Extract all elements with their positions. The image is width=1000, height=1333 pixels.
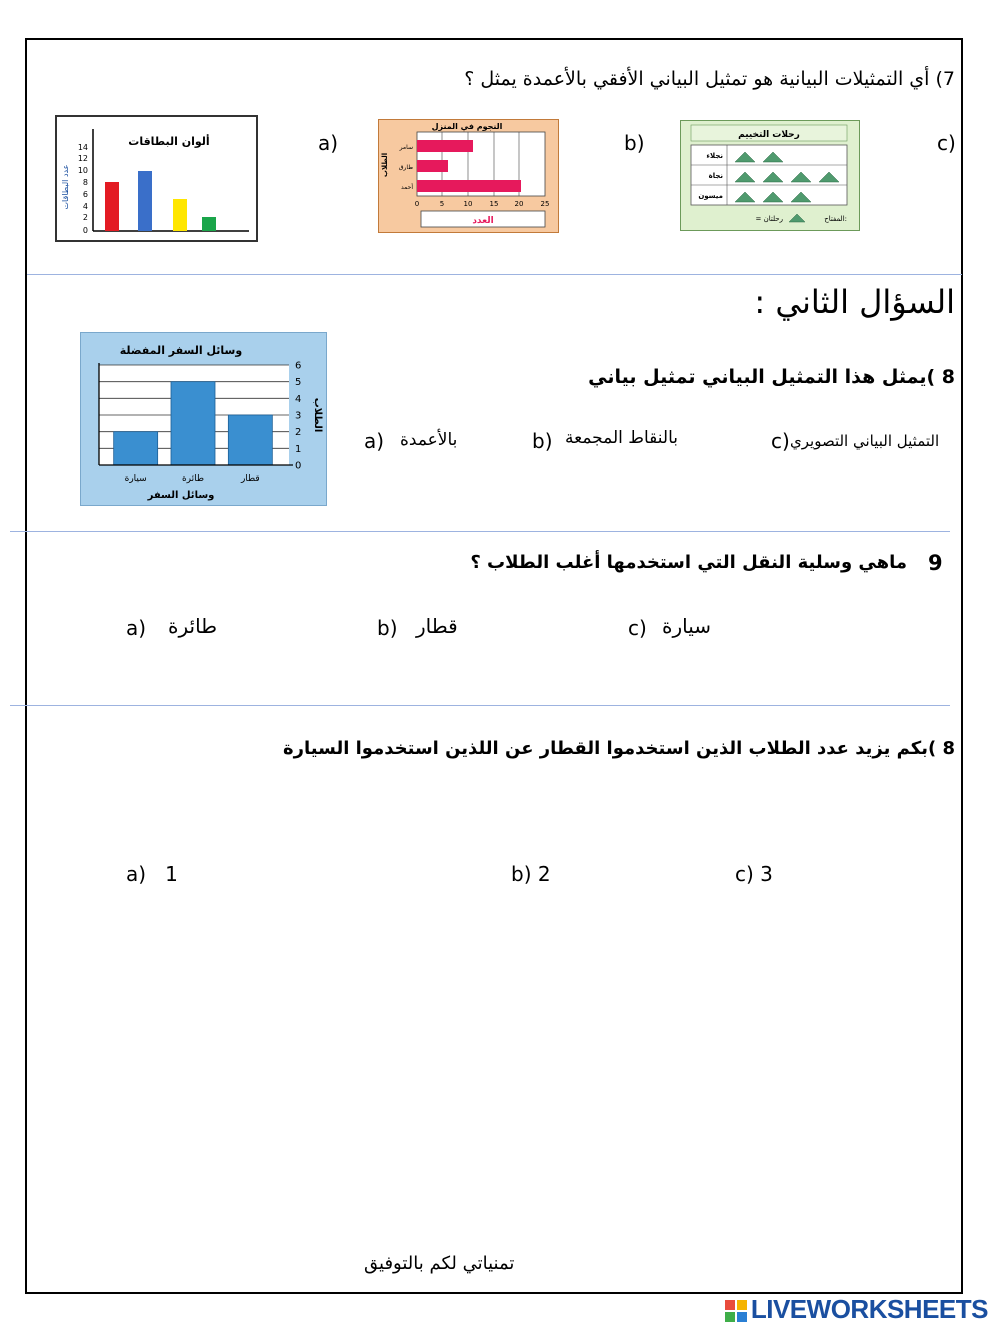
q9-option-a-label[interactable]: a): [126, 616, 147, 640]
q8-bar-chart-svg: [81, 333, 326, 505]
svg-text:6: 6: [82, 190, 88, 199]
chart-ylabel: الطلاب: [312, 397, 323, 433]
chart-category-label: طائرة: [181, 474, 205, 484]
svg-text:20: 20: [514, 200, 524, 208]
chart-y-tick-label: 0: [295, 460, 302, 472]
q9-text: ماهي وسلية النقل التي استخدمها أغلب الطلاب ؟: [470, 552, 907, 573]
chart-category-labels: [125, 474, 260, 484]
svg-text:10: 10: [77, 166, 88, 175]
q8-option-a-text[interactable]: بالأعمدة: [400, 430, 458, 450]
chart-y-tick-label: 6: [295, 360, 302, 372]
svg-text:0: 0: [82, 226, 88, 235]
svg-text:10: 10: [463, 200, 473, 208]
svg-text:8: 8: [82, 178, 88, 187]
q7-chart-c-svg: [681, 121, 859, 230]
svg-text:= رحلتان: = رحلتان: [755, 215, 783, 223]
q8-option-b-text[interactable]: بالنقاط المجمعة: [565, 428, 678, 448]
q8-option-a-label[interactable]: a): [364, 429, 385, 453]
chart-category-label: سيارة: [124, 474, 147, 484]
section2-title: السؤال الثاني :: [754, 283, 955, 321]
svg-text:4: 4: [82, 202, 88, 211]
chart-y-tick-label: 1: [295, 443, 302, 455]
divider-2: [10, 531, 950, 532]
chart-y-ticks: [295, 361, 301, 472]
q8-bar-chart: [80, 332, 327, 506]
footer-wish: تمنياتي لكم بالتوفيق: [364, 1253, 515, 1274]
svg-text:ميسون: ميسون: [698, 192, 723, 200]
svg-text:المفتاح:: المفتاح:: [824, 215, 847, 223]
q7-chart-c: [680, 120, 860, 231]
q10-text: 8 )بكم يزيد عدد الطلاب الذين استخدموا القطار عن اللذين استخدموا السيارة: [283, 738, 955, 759]
q7-option-c-label[interactable]: c): [937, 131, 956, 155]
logo-icon: [725, 1300, 747, 1322]
svg-text:الطلاب: الطلاب: [381, 152, 389, 178]
svg-text:نجاة: نجاة: [708, 172, 723, 180]
svg-text:2: 2: [82, 213, 88, 222]
q7-chart-a-ylabel: عدد البطاقات: [61, 164, 70, 210]
chart-category-label: قطار: [240, 474, 260, 484]
liveworksheets-logo: [725, 1294, 988, 1325]
q10-option-a[interactable]: a) 1: [126, 862, 178, 886]
divider-1: [27, 274, 962, 275]
svg-text:25: 25: [540, 200, 550, 208]
q8-text: 8 )يمثل هذا التمثيل البياني تمثيل بياني: [588, 366, 955, 388]
q10-option-b[interactable]: b) 2: [511, 862, 551, 886]
q7-chart-b-svg: [379, 120, 558, 232]
q8-option-c-text[interactable]: التمثيل البياني التصويري: [790, 432, 940, 450]
chart-y-tick-label: 4: [295, 393, 302, 405]
chart-y-tick-label: 3: [295, 410, 302, 422]
q9-option-b-label[interactable]: b): [377, 616, 398, 640]
svg-text:العدد: العدد: [472, 216, 494, 226]
svg-text:نجلاء: نجلاء: [706, 152, 723, 160]
q7-chart-b: [378, 119, 559, 233]
svg-text:طارق: طارق: [398, 164, 413, 171]
chart-y-tick-label: 5: [295, 377, 302, 389]
svg-text:15: 15: [489, 200, 499, 208]
q7-chart-b-title: النجوم في المنزل: [431, 122, 503, 131]
logo-text: LIVEWORKSHEETS: [750, 1294, 988, 1324]
q7-option-b-label[interactable]: b): [624, 131, 645, 155]
q9-option-b-text[interactable]: قطار: [416, 614, 458, 638]
svg-text:0: 0: [414, 200, 420, 208]
q10-option-c[interactable]: c) 3: [735, 862, 773, 886]
svg-text:5: 5: [439, 200, 445, 208]
q7-text: 7) أي التمثيلات البيانية هو تمثيل البياني الأفقي بالأعمدة يمثل ؟: [464, 68, 955, 90]
q7-chart-a: [55, 115, 258, 242]
svg-text:12: 12: [77, 154, 88, 163]
svg-text:أحمد: أحمد: [401, 184, 413, 191]
svg-text:سامر: سامر: [399, 144, 413, 151]
q7-chart-a-title: ألوان البطاقات: [128, 135, 210, 148]
chart-bar: [228, 415, 272, 465]
chart-xlabel: وسائل السفر: [147, 490, 215, 501]
chart-bar: [171, 382, 215, 465]
q9-number: 9: [928, 551, 943, 575]
q7-chart-a-svg: [57, 117, 256, 240]
chart-title: وسائل السفر المفضلة: [119, 344, 243, 357]
q7-chart-c-title: رحلات التخييم: [738, 130, 800, 140]
chart-bar: [114, 432, 158, 465]
q9-option-a-text[interactable]: طائرة: [168, 614, 218, 638]
q8-option-c-label[interactable]: c): [771, 429, 790, 453]
svg-text:14: 14: [77, 143, 88, 152]
q9-option-c-label[interactable]: c): [628, 616, 647, 640]
q7-option-a-label[interactable]: a): [318, 131, 339, 155]
chart-y-tick-label: 2: [295, 427, 302, 439]
divider-3: [10, 705, 950, 706]
q8-option-b-label[interactable]: b): [532, 429, 553, 453]
q9-option-c-text[interactable]: سيارة: [662, 614, 712, 638]
